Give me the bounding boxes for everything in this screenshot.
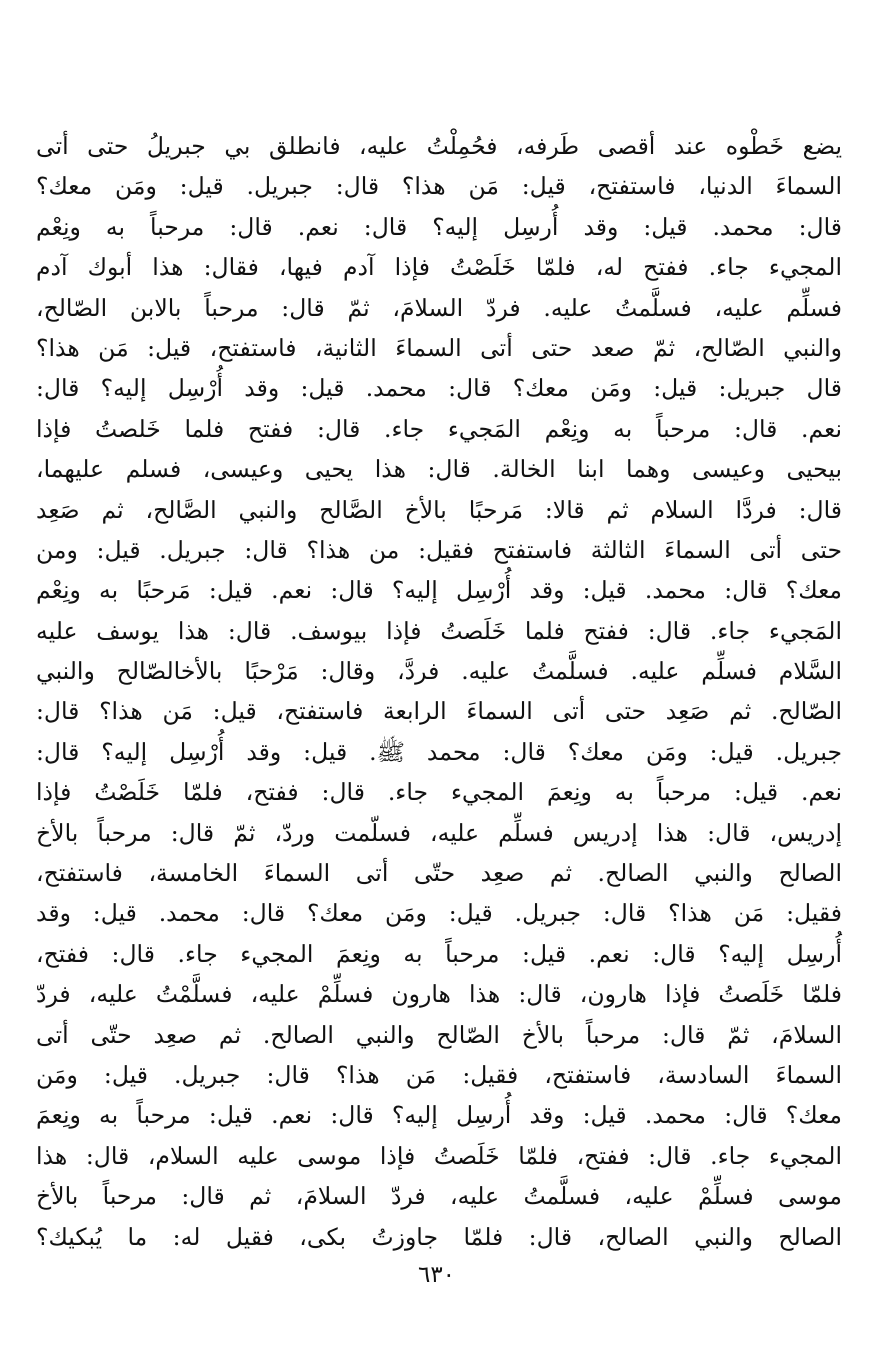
- text-line: السلامَ، ثمّ قال: مرحباً بالأخ الصّالح والنبي الصالح. ثم صعِد حتّى أتى: [36, 1020, 842, 1049]
- text-line: معك؟ قال: محمد. قيل: وقد أُرسِل إليه؟ قال: نعم. قيل: مرحباً به ونِعمَ: [36, 1101, 842, 1130]
- text-line: فسلِّم عليه، فسلَّمتُ عليه. فردّ السلامَ، ثمّ قال: مرحباً بالابن الصّالح،: [36, 293, 842, 322]
- main-text-block: [36, 126, 842, 1257]
- text-line: المجيء جاء. ففتح له، فلمّا خَلَصْتُ فإذا آدم فيها، فقال: هذا أبوك آدم: [36, 253, 842, 282]
- text-line: نعم. قال: مرحباً به ونِعْم المَجيء جاء. قال: ففتح فلما خَلصتُ فإذا: [36, 414, 842, 443]
- text-line: موسى فسلِّمْ عليه، فسلَّمتُ عليه، فردّ السلامَ، ثم قال: مرحباً بالأخ: [36, 1182, 842, 1211]
- text-line: فقيل: مَن هذا؟ قال: جبريل. قيل: ومَن معك؟ قال: محمد. قيل: وقد: [36, 899, 842, 928]
- text-line: المَجيء جاء. قال: ففتح فلما خَلَصتُ فإذا بيوسف. قال: هذا يوسف عليه: [36, 616, 842, 645]
- text-line: المجيء جاء. قال: ففتح، فلمّا خَلَصتُ فإذا موسى عليه السلام، قال: هذا: [36, 1141, 842, 1170]
- text-line: معك؟ قال: محمد. قيل: وقد أُرْسِل إليه؟ قال: نعم. قيل: مَرحبًا به ونِعْم: [36, 576, 842, 605]
- text-line: الصالح والنبي الصالح، قال: فلمّا جاوزتُ بكى، فقيل له: ما يُبكيك؟: [36, 1222, 842, 1251]
- text-line: قال جبريل: قيل: ومَن معك؟ قال: محمد. قيل: وقد أُرْسِل إليه؟ قال:: [36, 374, 842, 403]
- text-line: حتى أتى السماءَ الثالثة فاستفتح فقيل: من هذا؟ قال: جبريل. قيل: ومن: [36, 535, 842, 564]
- page-number: ٦٣٠: [417, 1262, 456, 1288]
- text-line: إدريس، قال: هذا إدريس فسلِّم عليه، فسلّمت وردّ، ثمّ قال: مرحباً بالأخ: [36, 818, 842, 847]
- text-line: الصالح والنبي الصالح. ثم صعِد حتّى أتى السماءَ الخامسة، فاستفتح،: [36, 859, 842, 888]
- text-line: نعم. قيل: مرحباً به ونِعمَ المجيء جاء. قال: ففتح، فلمّا خَلَصْتُ فإذا: [36, 778, 842, 807]
- text-line: جبريل. قيل: ومَن معك؟ قال: محمد ﷺ. قيل: وقد أُرْسِل إليه؟ قال:: [36, 737, 842, 766]
- text-line: قال: محمد. قيل: وقد أُرسِل إليه؟ قال: نعم. قال: مرحباً به ونِعْم: [36, 212, 842, 241]
- text-line: بيحيى وعيسى وهما ابنا الخالة. قال: هذا يحيى وعيسى، فسلم عليهما،: [36, 455, 842, 484]
- text-line: السَّلام فسلِّم عليه. فسلَّمتُ عليه. فردَّ، وقال: مَرْحبًا بالأخالصّالح والنبي: [36, 657, 842, 686]
- text-line: فلمّا خَلَصتُ فإذا هارون، قال: هذا هارون فسلِّمْ عليه، فسلَّمْتُ عليه، فردّ: [36, 980, 842, 1009]
- text-line: الصّالح. ثم صَعِد حتى أتى السماءَ الرابعة فاستفتح، قيل: مَن هذا؟ قال:: [36, 697, 842, 726]
- text-line: يضع خَطْوه عند أقصى طَرفه، فحُمِلْتُ عليه، فانطلق بي جبريلُ حتى أتى: [36, 132, 842, 160]
- text-line: السماءَ السادسة، فاستفتح، فقيل: مَن هذا؟ قال: جبريل. قيل: ومَن: [36, 1060, 842, 1089]
- text-line: أُرسِل إليه؟ قال: نعم. قيل: مرحباً به ونِعمَ المجيء جاء. قال: ففتح،: [36, 939, 842, 968]
- text-line: السماءَ الدنيا، فاستفتح، قيل: مَن هذا؟ قال: جبريل. قيل: ومَن معك؟: [36, 172, 842, 201]
- text-line: والنبي الصّالح، ثمّ صعد حتى أتى السماءَ الثانية، فاستفتح، قيل: مَن هذا؟: [36, 333, 842, 362]
- text-line: قال: فردَّا السلام ثم قالا: مَرحبًا بالأخ الصَّالح والنبي الصَّالح، ثم صَعِد: [36, 495, 842, 524]
